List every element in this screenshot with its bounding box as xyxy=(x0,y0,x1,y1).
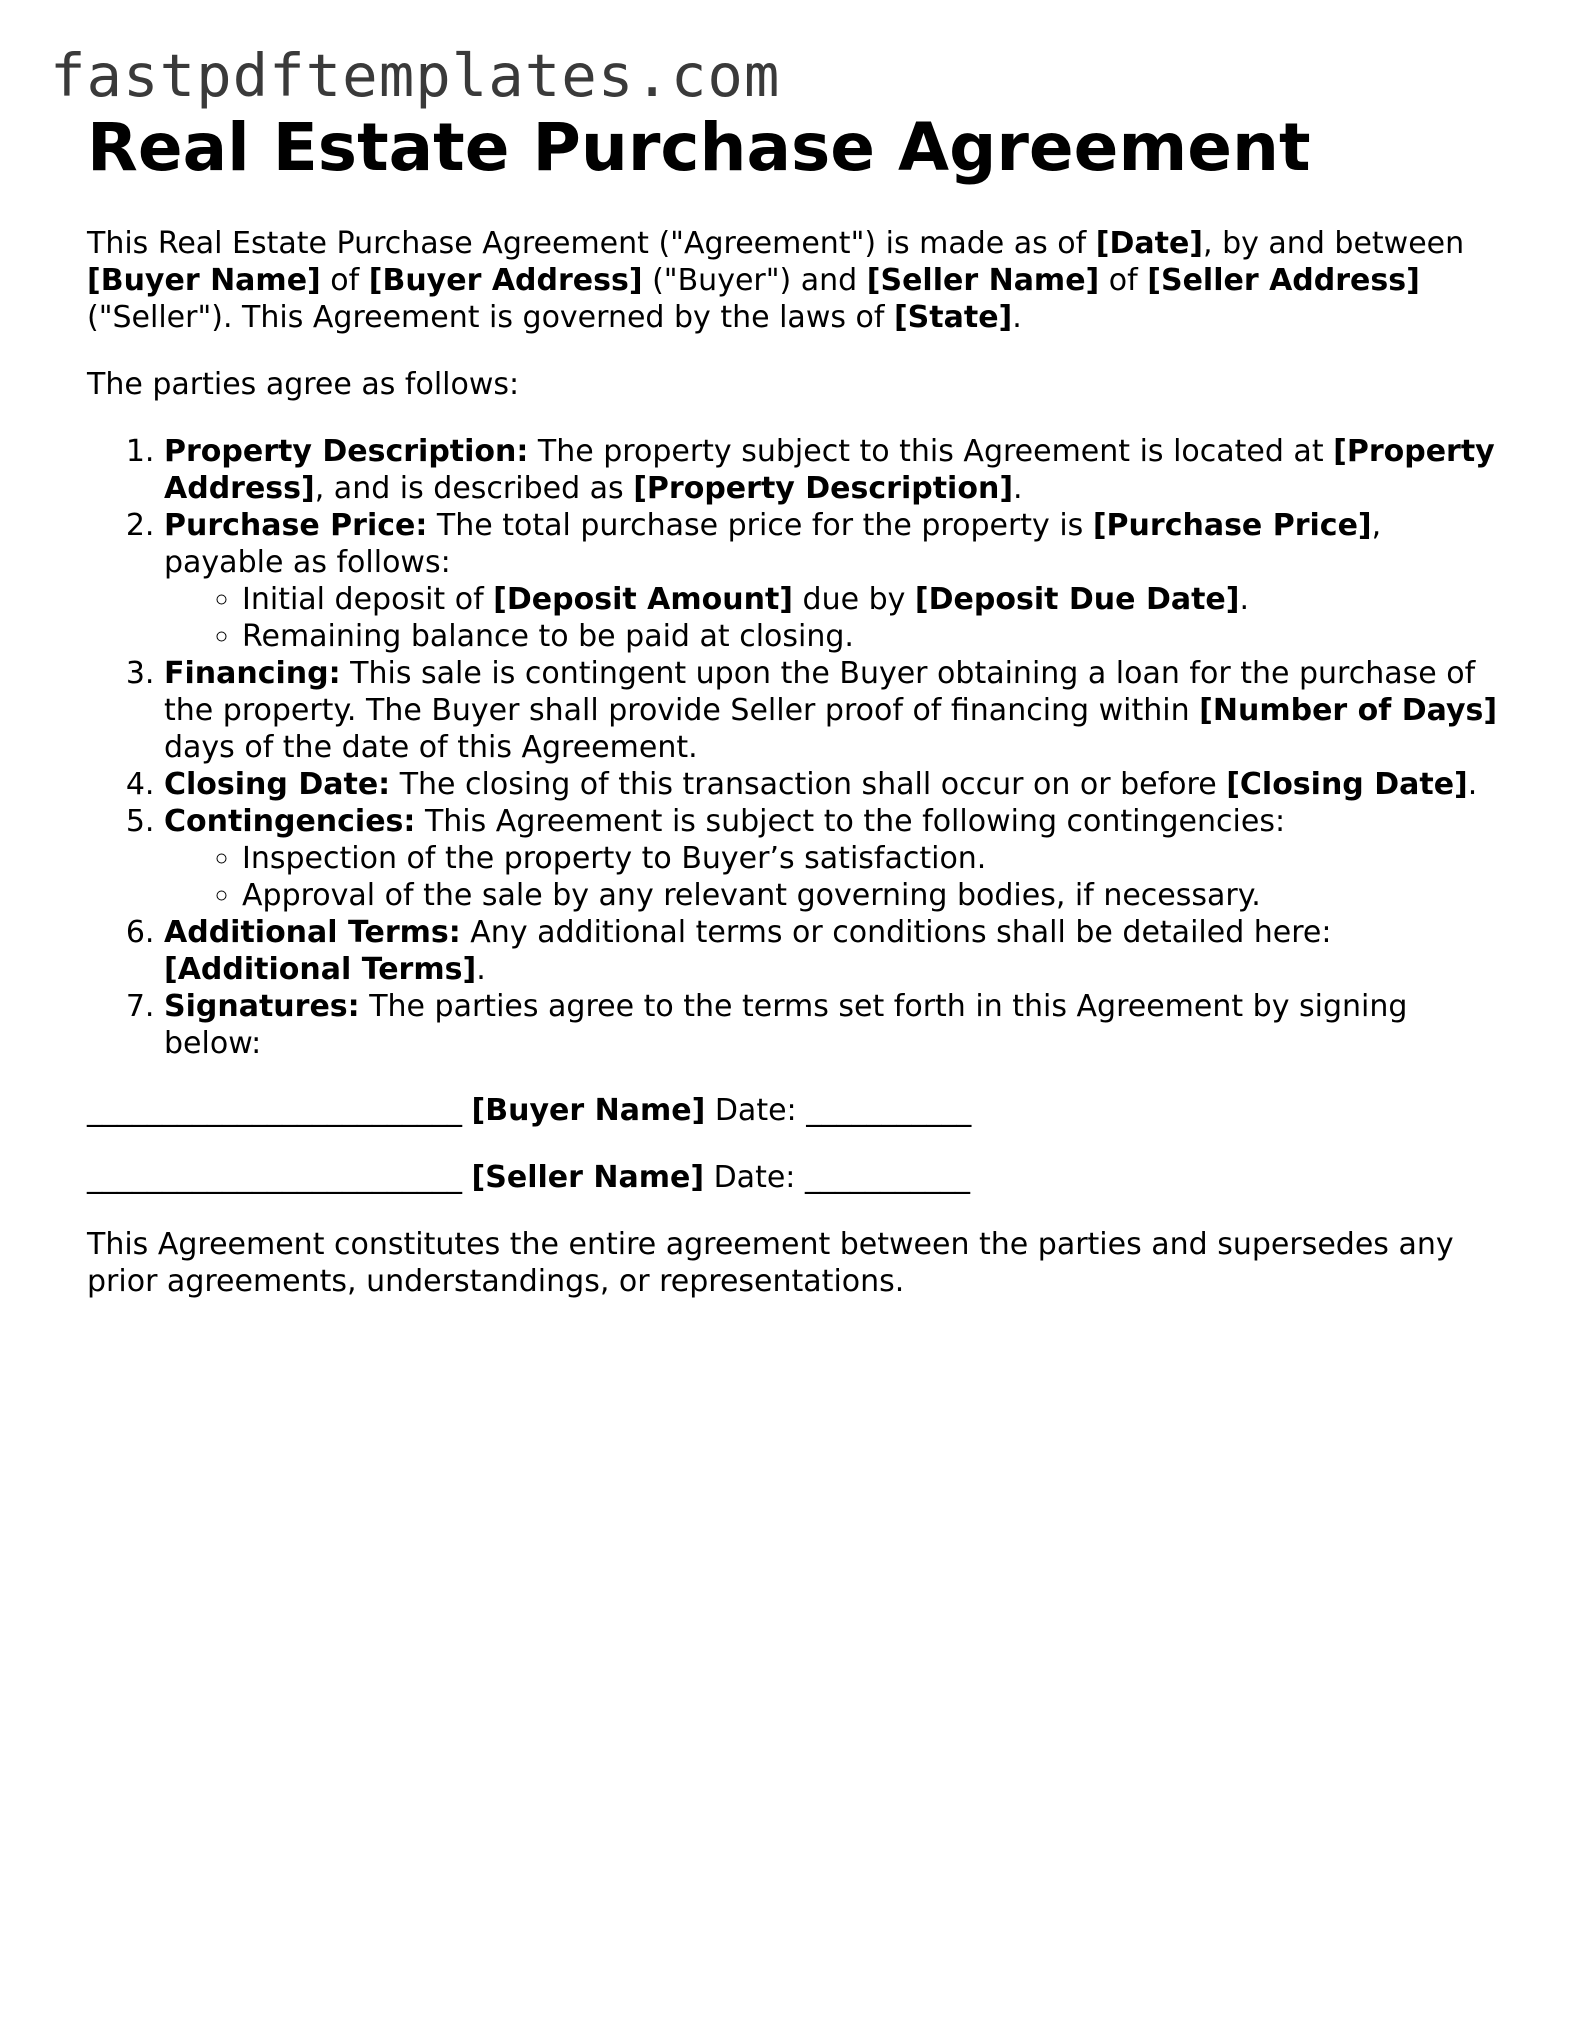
contingencies-sublist xyxy=(164,840,1507,914)
additional-terms-placeholder: [Additional Terms] xyxy=(164,952,477,988)
date-blank: ___________ xyxy=(806,1093,972,1129)
intro-paragraph: This Real Estate Purchase Agreement ("Agreement") is made as of [Date], by and between [Buyer Name] of [Buyer Address] ("Buyer") and [Seller Name] of [Seller Address] ("Seller"). This Agreement is governed by the laws of [State]. xyxy=(87,226,1465,336)
signature-blank: _________________________ xyxy=(87,1160,462,1196)
term-financing: 3. Financing: This sale is contingent upon the Buyer obtaining a loan for the purchase of the property. The Buyer shall provide Seller proof of financing within [Number of Days] days of the date of this Agreement. xyxy=(164,655,1507,766)
closing-date-placeholder: [Closing Date] xyxy=(1226,767,1468,803)
closing-paragraph: This Agreement constitutes the entire agreement between the parties and supersedes any prior agreements, understandings, or representations. xyxy=(87,1227,1454,1300)
seller-address-placeholder: [Seller Address] xyxy=(1147,263,1420,299)
term-closing-date: 4. Closing Date: The closing of this transaction shall occur on or before [Closing Date]. xyxy=(164,766,1507,803)
deposit-due-date-placeholder: [Deposit Due Date] xyxy=(914,582,1240,618)
term-signatures: 7. Signatures: The parties agree to the terms set forth in this Agreement by signing below: xyxy=(164,988,1507,1062)
seller-name-label: [Seller Name] xyxy=(471,1160,705,1196)
document-page xyxy=(87,108,1507,1300)
term-heading: Additional Terms: xyxy=(164,915,461,951)
list-item: ◦ Initial deposit of [Deposit Amount] due by [Deposit Due Date]. xyxy=(242,581,1507,618)
term-heading: Purchase Price: xyxy=(164,508,428,544)
term-additional-terms: 6. Additional Terms: Any additional terms or conditions shall be detailed here: [Additional Terms]. xyxy=(164,914,1507,988)
payment-sublist xyxy=(164,581,1507,655)
seller-name-placeholder: [Seller Name] xyxy=(866,263,1100,299)
terms-list xyxy=(87,433,1507,1062)
list-item: ◦ Inspection of the property to Buyer’s satisfaction. xyxy=(242,840,1507,877)
buyer-address-placeholder: [Buyer Address] xyxy=(368,263,643,299)
buyer-name-label: [Buyer Name] xyxy=(471,1093,706,1129)
term-heading: Property Description: xyxy=(164,434,529,470)
term-heading: Contingencies: xyxy=(164,804,416,840)
list-item: ◦ Approval of the sale by any relevant governing bodies, if necessary. xyxy=(242,877,1507,914)
term-purchase-price: 2. Purchase Price: The total purchase price for the property is [Purchase Price], payable as follows: ◦ Initial deposit of [Deposit Amount] due by [Deposit Due Date]. ◦ Remaining balance to be paid at closing. xyxy=(164,507,1507,655)
watermark: fastpdftemplates.com xyxy=(50,41,781,110)
deposit-amount-placeholder: [Deposit Amount] xyxy=(493,582,793,618)
number-of-days-placeholder: [Number of Days] xyxy=(1199,693,1498,729)
page-title: Real Estate Purchase Agreement xyxy=(87,109,1311,186)
term-heading: Closing Date: xyxy=(164,767,391,803)
term-contingencies: 5. Contingencies: This Agreement is subject to the following contingencies: ◦ Inspection of the property to Buyer’s satisfaction. ◦ Approval of the sale by any relevant governing bodies, if necessary. xyxy=(164,803,1507,914)
term-heading: Financing: xyxy=(164,656,341,692)
term-property-description: 1. Property Description: The property subject to this Agreement is located at [Property Address], and is described as [Property Description]. xyxy=(164,433,1507,507)
buyer-signature-line: _________________________ [Buyer Name] Date: ___________ xyxy=(87,1093,972,1129)
date-blank: ___________ xyxy=(804,1160,970,1196)
state-placeholder: [State] xyxy=(893,300,1013,336)
buyer-name-placeholder: [Buyer Name] xyxy=(87,263,321,299)
purchase-price-placeholder: [Purchase Price] xyxy=(1092,508,1372,544)
signature-blank: _________________________ xyxy=(87,1093,462,1129)
date-placeholder: [Date] xyxy=(1095,226,1204,262)
term-heading: Signatures: xyxy=(164,989,360,1025)
property-address-placeholder: [Property Address] xyxy=(164,434,1495,507)
property-description-placeholder: [Property Description] xyxy=(633,471,1014,507)
agree-text: The parties agree as follows: xyxy=(87,367,520,403)
list-item: ◦ Remaining balance to be paid at closing. xyxy=(242,618,1507,655)
seller-signature-line: _________________________ [Seller Name] Date: ___________ xyxy=(87,1160,970,1196)
